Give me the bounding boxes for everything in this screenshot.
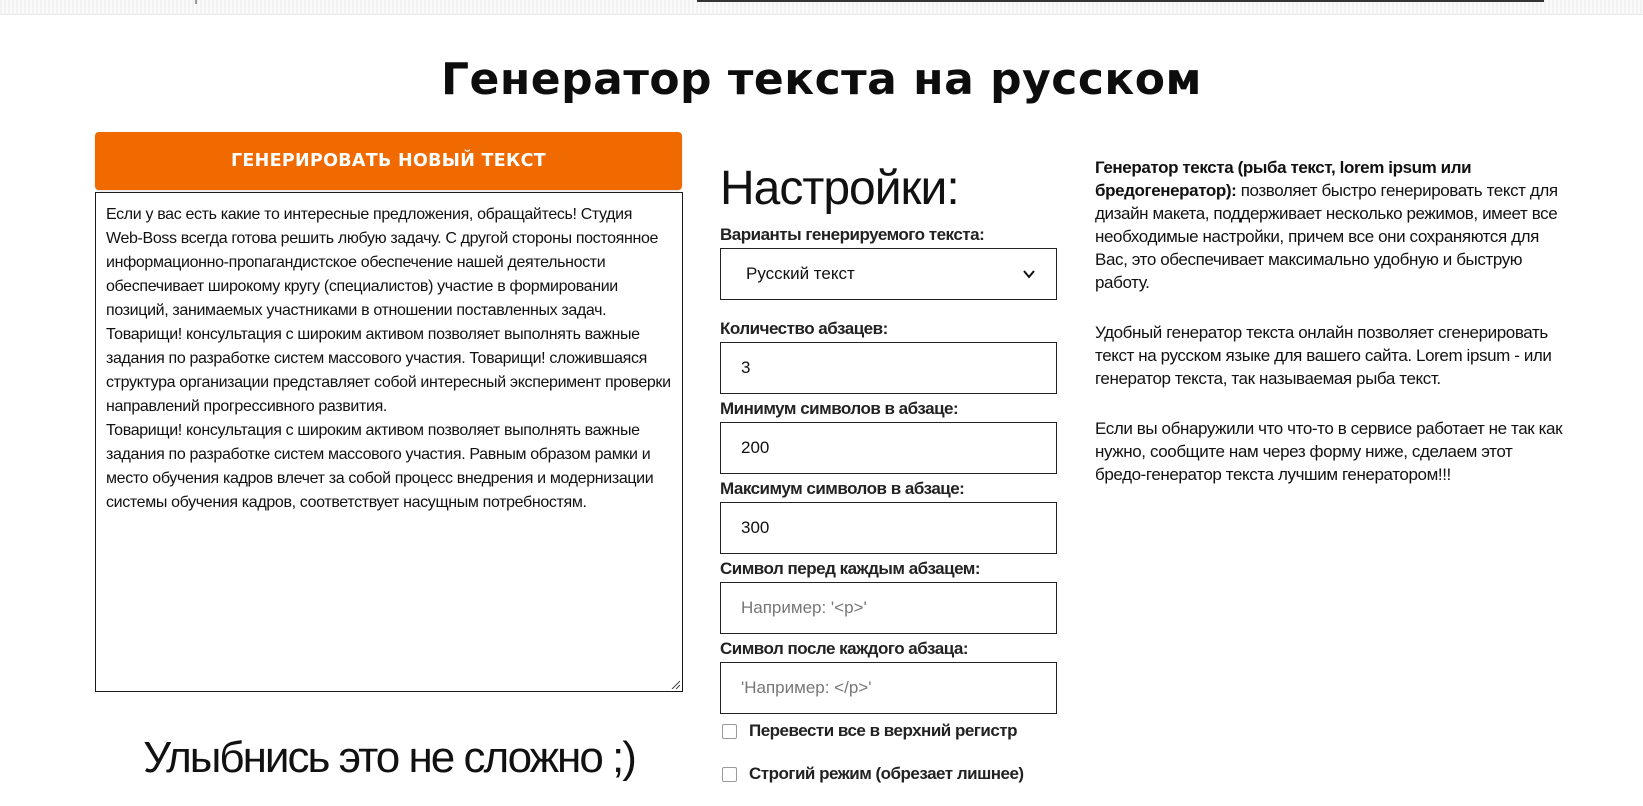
resize-grip-icon[interactable]: [670, 679, 680, 689]
text-variant-select[interactable]: [720, 248, 1057, 300]
settings-title: Настройки:: [720, 162, 959, 215]
strict-mode-label: Строгий режим (обрезает лишнее): [749, 764, 1024, 783]
header-divider: [195, 0, 197, 4]
description-intro: [1095, 156, 1565, 294]
generated-text-area[interactable]: [95, 192, 683, 692]
description-paragraph-2: Удобный генератор текста онлайн позволяет сгенерировать текст на русском языке для вашего сайта. Lorem ipsum - или генератор текста, так называемая рыба текст.: [1095, 323, 1552, 388]
top-header-strip: [0, 0, 1643, 15]
paragraphs-count-input[interactable]: [720, 342, 1057, 394]
header-search-underline: [697, 0, 1544, 2]
smile-caption: Улыбнись это не сложно ;): [143, 733, 635, 782]
generated-paragraph: Товарищи! консультация с широким активом позволяет выполнять важные задания по разработке систем массового участия. Товарищи! сложившаяся структура организации представляет собой интересный эксперимент проверки направлений прогрессивного развития.: [106, 326, 671, 415]
suffix-symbol-input[interactable]: [720, 662, 1057, 714]
variant-label: Варианты генерируемого текста:: [720, 225, 985, 244]
generated-paragraph: Товарищи! консультация с широким активом позволяет выполнять важные задания по разработке систем массового участия. Равным образом рамки и место обучения кадров влечет за собой процесс внедрения и модернизации системы обучения кадров, соответствует насущным потребностям.: [106, 422, 654, 511]
description-intro-bold: Генератор текста (рыба текст, lorem ipsum или бредогенератор):: [1095, 158, 1472, 200]
description-paragraph-3: Если вы обнаружили что что-то в сервисе работает не так как нужно, сообщите нам через форму ниже, сделаем этот бредо-генератор текста лучшим генератором!!!: [1095, 419, 1563, 484]
description-intro-text: позволяет быстро генерировать текст для дизайн макета, поддерживает несколько режимов, имеет все необходимые настройки, причем все они сохраняются для Вас, это обеспечивает максимально удобную и быструю работу.: [1095, 181, 1558, 292]
generated-paragraph: Если у вас есть какие то интересные предложения, обращайтесь! Студия Web-Boss всегда готова решить любую задачу. С другой стороны постоянное информационно-пропагандистское обеспечение нашей деятельности обеспечивает широкому кругу (специалистов) участие в формировании позиций, занимаемых участниками в отношении поставленных задач.: [106, 206, 659, 319]
min-chars-label: Минимум символов в абзаце:: [720, 399, 959, 418]
page-title: Генератор текста на русском: [441, 54, 1202, 105]
strict-mode-checkbox[interactable]: [722, 767, 737, 782]
uppercase-option[interactable]: [722, 721, 1017, 741]
paragraphs-label: Количество абзацев:: [720, 319, 888, 338]
prefix-symbol-label: Символ перед каждым абзацем:: [720, 559, 981, 578]
uppercase-checkbox[interactable]: [722, 724, 737, 739]
min-chars-input[interactable]: [720, 422, 1057, 474]
suffix-symbol-label: Символ после каждого абзаца:: [720, 639, 968, 658]
chevron-down-icon: [1022, 267, 1036, 281]
text-variant-value: Русский текст: [746, 264, 855, 283]
strict-mode-option[interactable]: [722, 764, 1024, 784]
uppercase-label: Перевести все в верхний регистр: [749, 721, 1017, 740]
max-chars-label: Максимум символов в абзаце:: [720, 479, 965, 498]
generate-text-button[interactable]: ГЕНЕРИРОВАТЬ НОВЫЙ ТЕКСТ: [95, 132, 682, 190]
prefix-symbol-input[interactable]: [720, 582, 1057, 634]
max-chars-input[interactable]: [720, 502, 1057, 554]
